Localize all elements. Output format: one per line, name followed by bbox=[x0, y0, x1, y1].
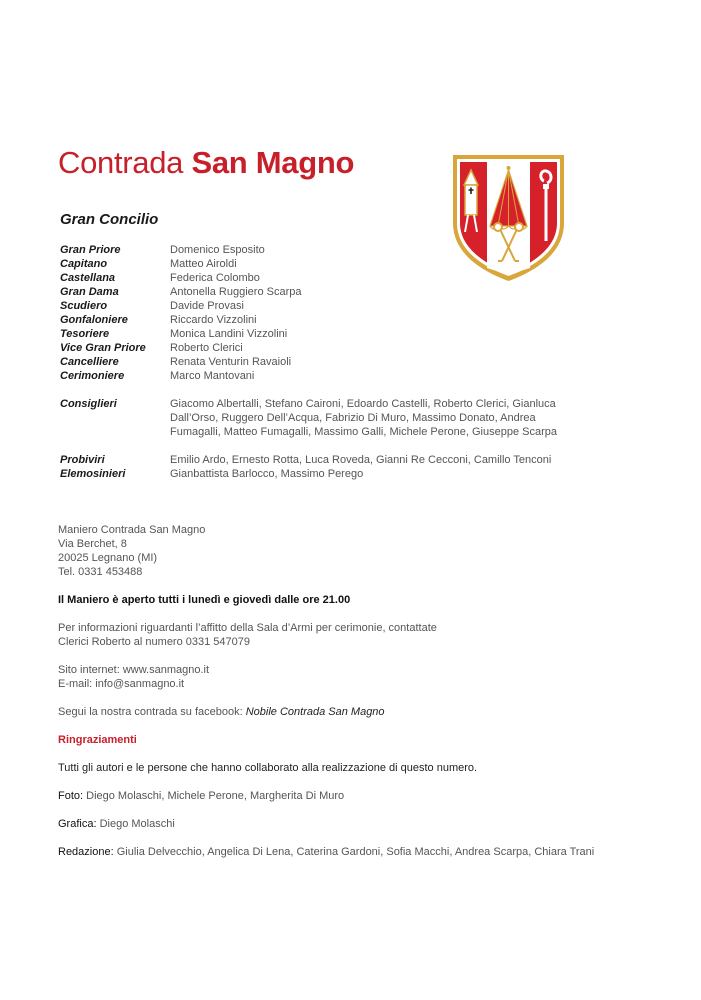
list-item bbox=[60, 467, 580, 481]
address-line: Maniero Contrada San Magno bbox=[58, 524, 206, 536]
list-item bbox=[60, 257, 580, 271]
name-line: Fumagalli, Matteo Fumagalli, Massimo Galli, Michele Perone, Giuseppe Scarpa bbox=[170, 426, 557, 438]
role-label: Capitano bbox=[60, 258, 108, 270]
editorial-names: Giulia Delvecchio, Angelica Di Lena, Caterina Gardoni, Sofia Macchi, Andrea Scarpa, Chiara Trani bbox=[113, 846, 595, 858]
info-section bbox=[58, 523, 658, 859]
name-line: Giacomo Albertalli, Stefano Caironi, Edoardo Castelli, Roberto Clerici, Gianluca bbox=[170, 398, 556, 410]
list-item bbox=[60, 271, 580, 285]
facebook-text: Segui la nostra contrada su facebook: bbox=[58, 706, 246, 718]
role-label: Gonfaloniere bbox=[60, 314, 128, 326]
role-label: Gran Dama bbox=[60, 286, 119, 298]
member-name: Riccardo Vizzolini bbox=[170, 314, 257, 326]
facebook-page: Nobile Contrada San Magno bbox=[245, 706, 385, 718]
member-names bbox=[170, 397, 557, 439]
address-line: 20025 Legnano (MI) bbox=[58, 552, 158, 564]
list-item bbox=[60, 285, 580, 299]
member-name: Monica Landini Vizzolini bbox=[170, 328, 288, 340]
list-item bbox=[60, 355, 580, 369]
facebook-line bbox=[58, 705, 658, 719]
website-text: Sito internet: www.sanmagno.it bbox=[58, 664, 210, 676]
title-prefix: Contrada bbox=[58, 145, 184, 180]
member-name: Matteo Airoldi bbox=[170, 258, 237, 270]
thanks-text: Tutti gli autori e le persone che hanno collaborato alla realizzazione di questo numero. bbox=[58, 762, 478, 774]
email-text: E-mail: info@sanmagno.it bbox=[58, 678, 185, 690]
role-label: Probiviri bbox=[60, 454, 105, 466]
list-item bbox=[60, 341, 580, 355]
list-item bbox=[60, 327, 580, 341]
graphics-names: Diego Molaschi bbox=[96, 818, 175, 830]
role-label: Elemosinieri bbox=[60, 468, 126, 480]
consiglieri-item bbox=[60, 397, 580, 439]
role-label: Tesoriere bbox=[60, 328, 110, 340]
address-line: Via Berchet, 8 bbox=[58, 538, 127, 550]
section-title: Gran Concilio bbox=[60, 211, 159, 228]
editorial-credit bbox=[58, 845, 658, 859]
rent-info-line: Per informazioni riguardanti l’affitto della Sala d’Armi per cerimonie, contattate bbox=[58, 622, 437, 634]
role-label: Gran Priore bbox=[60, 244, 121, 256]
member-name: Davide Provasi bbox=[170, 300, 244, 312]
editorial-label: Redazione: bbox=[58, 846, 114, 858]
member-name: Marco Mantovani bbox=[170, 370, 255, 382]
page-title bbox=[58, 143, 354, 183]
list-item bbox=[60, 369, 580, 383]
title-name: San Magno bbox=[191, 145, 355, 180]
credits-heading: Ringraziamenti bbox=[58, 734, 137, 746]
graphics-credit bbox=[58, 817, 658, 831]
photo-label: Foto: bbox=[58, 790, 84, 802]
role-label: Castellana bbox=[60, 272, 116, 284]
member-name: Roberto Clerici bbox=[170, 342, 243, 354]
role-label: Scudiero bbox=[60, 300, 108, 312]
council-list bbox=[60, 243, 580, 481]
member-name: Domenico Esposito bbox=[170, 244, 265, 256]
role-label: Vice Gran Priore bbox=[60, 342, 146, 354]
member-name: Gianbattista Barlocco, Massimo Perego bbox=[170, 468, 364, 480]
member-name: Antonella Ruggiero Scarpa bbox=[170, 286, 302, 298]
name-line: Dall’Orso, Ruggero Dell’Acqua, Fabrizio Di Muro, Massimo Donato, Andrea bbox=[170, 412, 536, 424]
member-name: Federica Colombo bbox=[170, 272, 260, 284]
list-item bbox=[60, 299, 580, 313]
rent-info-line: Clerici Roberto al numero 0331 547079 bbox=[58, 636, 251, 648]
list-item bbox=[60, 243, 580, 257]
role-label: Cerimoniere bbox=[60, 370, 125, 382]
member-name: Emilio Ardo, Ernesto Rotta, Luca Roveda, Gianni Re Cecconi, Camillo Tenconi bbox=[170, 454, 552, 466]
member-name: Renata Venturin Ravaioli bbox=[170, 356, 292, 368]
opening-hours: Il Maniero è aperto tutti i lunedì e giovedì dalle ore 21.00 bbox=[58, 594, 351, 606]
address-line: Tel. 0331 453488 bbox=[58, 566, 143, 578]
list-item bbox=[60, 313, 580, 327]
list-item bbox=[60, 453, 580, 467]
photo-credit bbox=[58, 789, 658, 803]
role-label: Consiglieri bbox=[60, 398, 117, 410]
graphics-label: Grafica: bbox=[58, 818, 97, 830]
photo-names: Diego Molaschi, Michele Perone, Margherita Di Muro bbox=[83, 790, 345, 802]
role-label: Cancelliere bbox=[60, 356, 119, 368]
